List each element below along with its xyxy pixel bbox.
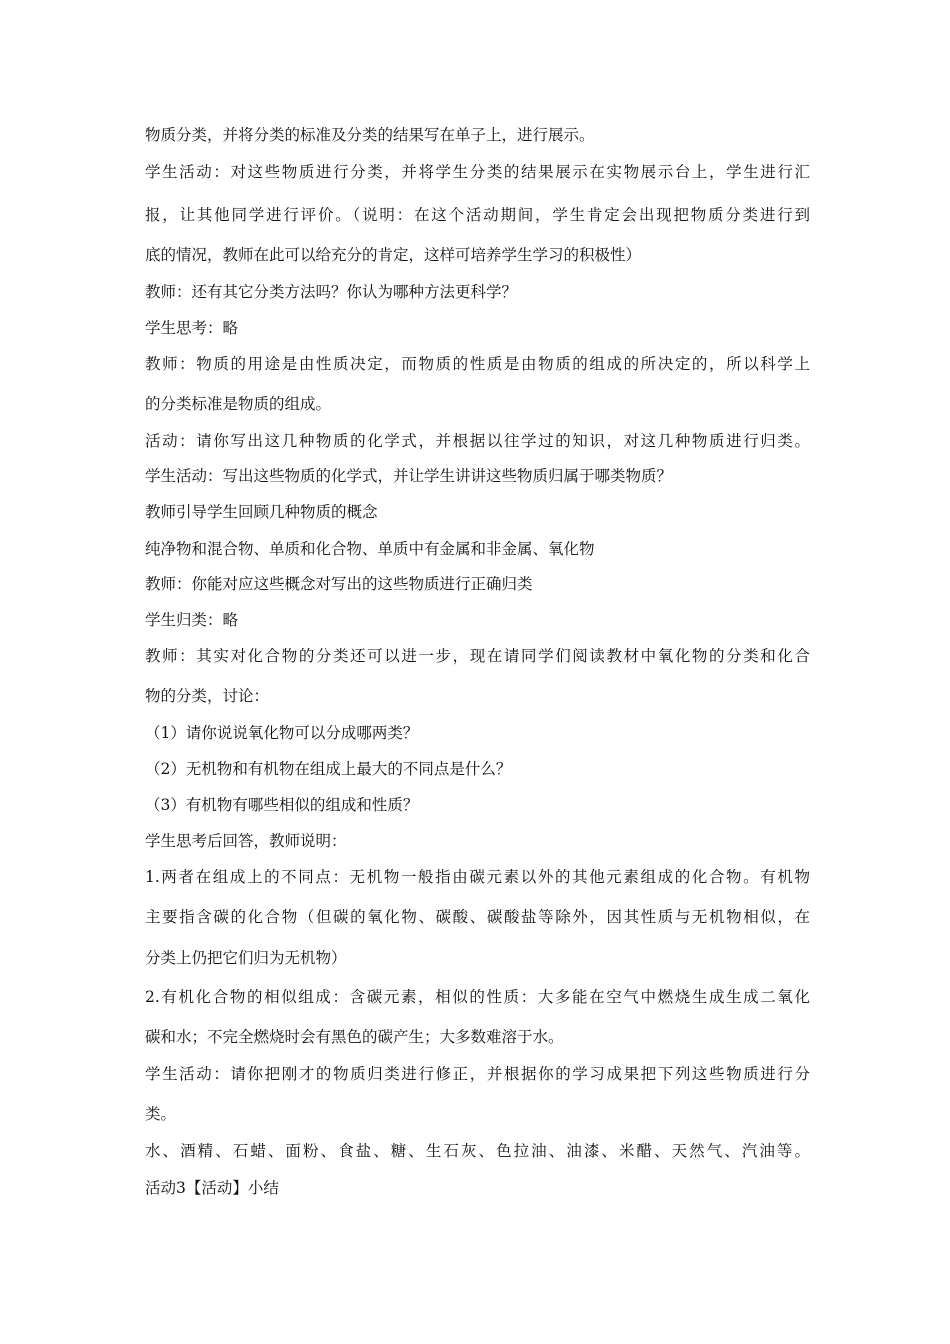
list-item: （3）有机物有哪些相似的组成和性质？ [145, 796, 419, 814]
text-line: 学生思考：略 [145, 319, 239, 337]
text-line: 学生归类：略 [145, 611, 239, 629]
text-line: 物的分类，讨论： [145, 687, 270, 705]
text-line: 纯净物和混合物、单质和化合物、单质中有金属和非金属、氧化物 [145, 540, 595, 558]
text-line: 学生活动：请你把刚才的物质归类进行修正，并根据你的学习成果把下列这些物质进行分 [145, 1065, 810, 1083]
text-line: 学生活动：对这些物质进行分类，并将学生分类的结果展示在实物展示台上，学生进行汇 [145, 163, 810, 181]
text-line: 教师：其实对化合物的分类还可以进一步，现在请同学们阅读教材中氧化物的分类和化合 [145, 647, 810, 665]
section-heading: 活动3【活动】小结 [145, 1179, 279, 1197]
list-item: （2）无机物和有机物在组成上最大的不同点是什么？ [145, 760, 512, 778]
text-line: 学生活动：写出这些物质的化学式，并让学生讲讲这些物质归属于哪类物质？ [145, 467, 673, 485]
text-line: 教师：物质的用途是由性质决定，而物质的性质是由物质的组成的所决定的，所以科学上 [145, 355, 810, 373]
text-line: 主要指含碳的化合物（但碳的氧化物、碳酸、碳酸盐等除外，因其性质与无机物相似，在 [145, 908, 810, 926]
text-line: 教师：你能对应这些概念对写出的这些物质进行正确归类 [145, 575, 533, 593]
text-line: 碳和水；不完全燃烧时会有黑色的碳产生；大多数难溶于水。 [145, 1028, 564, 1046]
text-line: 学生思考后回答，教师说明： [145, 832, 347, 850]
text-line: 教师：还有其它分类方法吗？你认为哪种方法更科学？ [145, 283, 518, 301]
text-line: 报，让其他同学进行评价。（说明：在这个活动期间，学生肯定会出现把物质分类进行到 [145, 206, 810, 224]
text-line: 活动：请你写出这几种物质的化学式，并根据以往学过的知识，对这几种物质进行归类。 [145, 432, 810, 450]
text-line: 2.有机化合物的相似组成：含碳元素，相似的性质：大多能在空气中燃烧生成生成二氧化 [145, 988, 810, 1006]
text-line: 水、酒精、石蜡、面粉、食盐、糖、生石灰、色拉油、油漆、米醋、天然气、汽油等。 [145, 1142, 810, 1160]
text-line: 分类上仍把它们归为无机物） [145, 949, 347, 967]
text-line: 底的情况，教师在此可以给充分的肯定，这样可培养学生学习的积极性） [145, 246, 642, 264]
text-line: 的分类标准是物质的组成。 [145, 395, 332, 413]
text-line: 教师引导学生回顾几种物质的概念 [145, 503, 378, 521]
text-line: 物质分类，并将分类的标准及分类的结果写在单子上，进行展示。 [145, 126, 595, 144]
text-line: 类。 [145, 1105, 177, 1123]
list-item: （1）请你说说氧化物可以分成哪两类？ [145, 724, 419, 742]
text-line: 1.两者在组成上的不同点：无机物一般指由碳元素以外的其他元素组成的化合物。有机物 [145, 868, 810, 886]
